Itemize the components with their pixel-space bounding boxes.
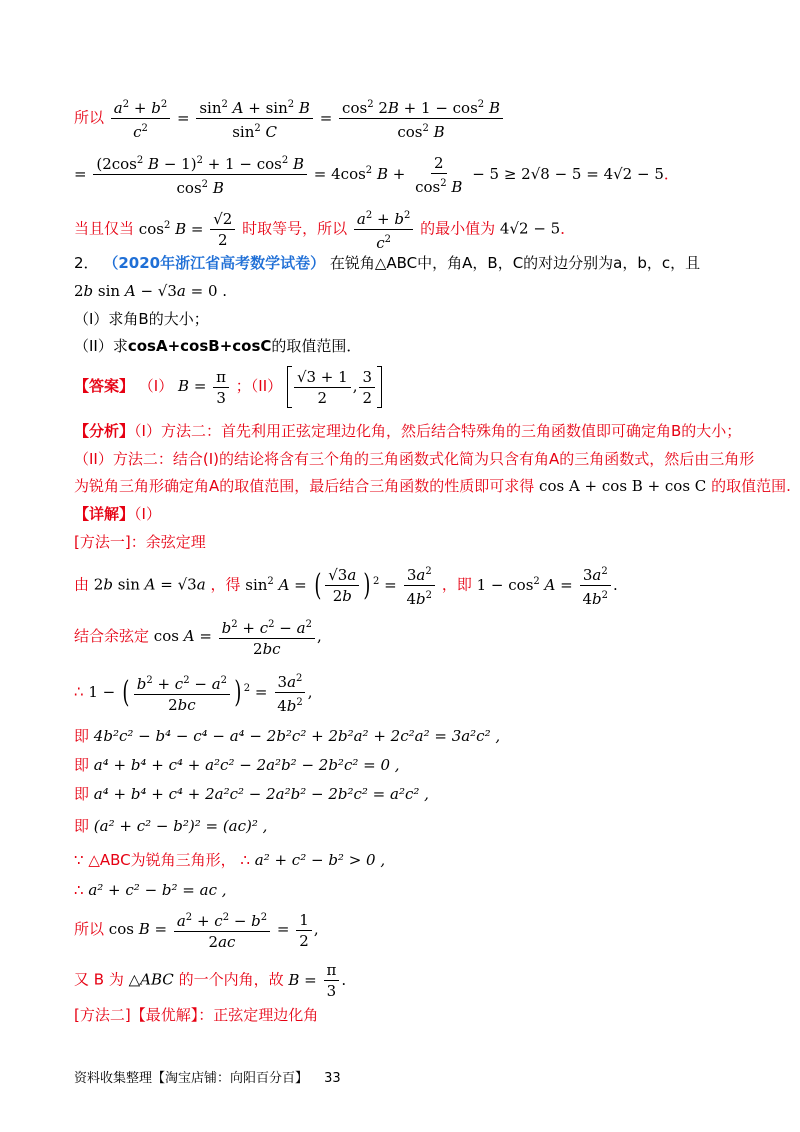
equation-1 xyxy=(74,725,740,747)
therefore-symbol-2: ∴ xyxy=(240,851,250,869)
analysis-line-1 xyxy=(74,420,740,442)
min-value-text: 的最小值为 xyxy=(420,219,496,238)
combine-label: 结合余弦定 xyxy=(74,627,150,645)
part-2-expr: cosA+cosB+cosC xyxy=(127,337,272,355)
analysis-expression: cos A + cos B + cos C xyxy=(539,477,707,495)
answer-label: 【答案】 xyxy=(74,377,135,395)
so-label: 所以 xyxy=(74,108,105,127)
question-source: （2020年浙江省高考数学试卷） xyxy=(103,254,326,272)
question-condition: 2b sin A − √3a = 0 . xyxy=(74,282,228,300)
question-part-1: （I）求角B的大小； xyxy=(74,310,209,328)
therefore-symbol: ∴ xyxy=(74,682,84,701)
ratio-formula: $\frac{a^2 + b^2}{c^2}$ = $\frac{\sin^2 A + \sin^2 B}{\sin^2 C}$ = $\frac{\cos^2 2B + 1 - \cos^2 B}{\cos^2 B}$ xyxy=(109,109,505,127)
because-symbol: ∵ xyxy=(74,851,84,869)
analysis-line-3 xyxy=(74,475,791,497)
page-footer xyxy=(74,1067,341,1086)
so-label-2: 所以 xyxy=(74,920,105,938)
equation-4-text: (a² + c² − b²)² = (ac)² , xyxy=(93,817,268,835)
therefore-symbol-3: ∴ xyxy=(74,881,84,899)
equation-5 xyxy=(74,879,740,901)
namely-3: 即 xyxy=(74,785,90,803)
part-2-suffix: 的取值范围． xyxy=(271,337,362,355)
question-part-2 xyxy=(74,335,740,357)
namely-label: ，即 xyxy=(441,575,472,594)
cos-b-line: 所以 cos B = $\frac{a^2 + c^2 - b^2}{2ac}$ = $\frac{1}{2}$ , xyxy=(74,910,319,951)
method-2-title: [方法二]【最优解】：正弦定理边化角 xyxy=(74,1006,319,1024)
equation-2 xyxy=(74,754,740,776)
line-1 xyxy=(74,96,740,141)
detail-part: （I） xyxy=(134,505,161,523)
line-2 xyxy=(74,152,740,197)
equation-3-text: a⁴ + b⁴ + c⁴ + 2a²c² − 2a²b² − 2b²c² = a²c² , xyxy=(93,785,429,803)
equality-text: 时取等号，所以 xyxy=(242,219,348,238)
min-derivation: = $\frac{(2\cos^2 B - 1)^2 + 1 - \cos^2 B}{\cos^2 B}$ = $4\cos^2$ B + $\frac{2}{\cos^2 B}$ − 5 ≥ 2√8 − 5 = 4√2 − 5． xyxy=(74,153,679,197)
equation-4 xyxy=(74,815,740,837)
analysis-line-2: （II）方法二：结合(Ⅰ)的结论将含有三个角的三角函数式化简为只含有角A的三角函数式，然后由三角形 xyxy=(74,450,755,468)
answer-line: 【答案】 （I） B = $\frac{\pi}{3}$ ；（II） $\frac{√3 + 1}{2}$ , $\frac{3}{2}$ xyxy=(74,366,740,412)
analysis-text-3: 为锐角三角形确定角A的取值范围，最后结合三角函数的性质即可求得 xyxy=(74,477,535,495)
acute-triangle-text: △ABC为锐角三角形， xyxy=(88,851,236,869)
equality-condition-label: 当且仅当 xyxy=(74,219,135,238)
answer-part-2-label: ；（II） xyxy=(235,377,283,395)
namely-1: 即 xyxy=(74,727,90,745)
equation-1-text: 4b²c² − b⁴ − c⁴ − a⁴ − 2b²c² + 2b²a² + 2c²a² = 3a²c² , xyxy=(93,727,501,745)
again-label: 又 B 为 xyxy=(74,970,124,989)
analysis-text-1: （I）方法二：首先利用正弦定理边化角，然后结合特殊角的三角函数值即可确定角B的大小； xyxy=(134,422,742,440)
equation-2-text: a⁴ + b⁴ + c⁴ + a²c² − 2a²b² − 2b²c² = 0 , xyxy=(93,756,400,774)
get-label: ，得 xyxy=(210,575,241,594)
from-label: 由 xyxy=(74,575,90,594)
detail-header xyxy=(74,503,740,525)
because-line xyxy=(74,849,740,871)
answer-part-1-label: （I） xyxy=(138,377,174,395)
line-3: 当且仅当 $\cos^2 B$ = $\frac{√2}{2}$ 时取等号，所以 $\frac{a^2 + b^2}{c^2}$ 的最小值为 4√2 − 5． xyxy=(74,207,740,247)
therefore-line: ∴ 1 − ( $\frac{b^2 + c^2 - a^2}{2bc}$ ) $^2$ = $\frac{3a^2}{4b^2}$ , xyxy=(74,670,740,716)
from-line: 由 2b sin A = √3a ，得 $\sin^2 A$ = ( $\frac{√3a}{2b}$ ) $^2$ = $\frac{3a^2}{4b^2}$ ，即 $1 - \cos^2 A$ = $\frac{3a^2}{4b^2}$ . xyxy=(74,563,740,609)
question-text: 在锐角△ABC中，角A，B，C的对边分别为a，b，c，且 xyxy=(329,254,701,272)
inequality: a² + c² − b² > 0 , xyxy=(254,851,386,869)
equation-5-text: a² + c² − b² = ac , xyxy=(88,881,227,899)
method-1-title: [方法一]：余弦定理 xyxy=(74,533,206,551)
cosine-law-line: 结合余弦定 cos A = $\frac{b^2 + c^2 - a^2}{2bc}$ , xyxy=(74,616,740,662)
footer-text: 资料收集整理【淘宝店铺：向阳百分百】 xyxy=(74,1071,309,1086)
page-number: 33 xyxy=(324,1071,341,1086)
conclusion-line: 又 B 为 △ABC 的一个内角，故 B = $\frac{\pi}{3}$ . xyxy=(74,961,347,1000)
namely-4: 即 xyxy=(74,817,90,835)
question-2-header xyxy=(74,252,740,274)
detail-label: 【详解】 xyxy=(74,505,135,523)
analysis-text-3-end: 的取值范围. xyxy=(711,477,791,495)
equation-3 xyxy=(74,783,740,805)
interior-angle-text: 的一个内角，故 xyxy=(178,970,284,989)
namely-2: 即 xyxy=(74,756,90,774)
question-number: 2． xyxy=(74,254,99,272)
part-2-prefix: （II）求 xyxy=(74,337,128,355)
analysis-label: 【分析】 xyxy=(74,422,135,440)
